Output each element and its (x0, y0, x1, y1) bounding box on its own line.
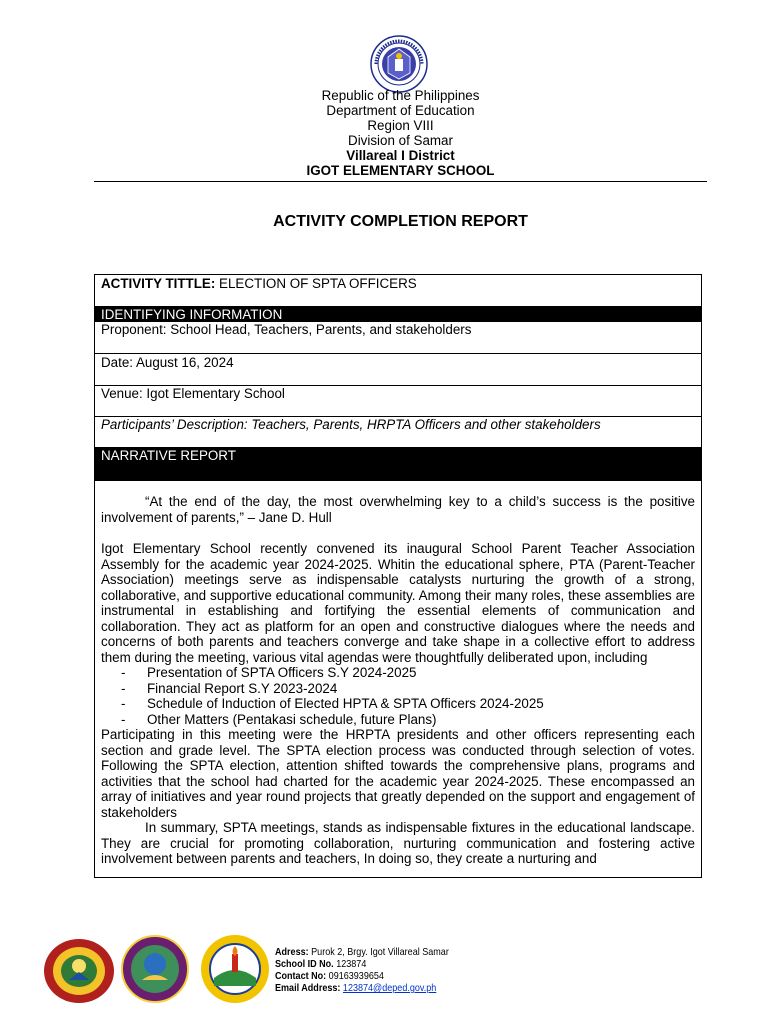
school-contact-info (275, 946, 449, 994)
header-district: Villareal I District (346, 148, 455, 164)
header-department: Department of Education (326, 103, 475, 119)
date-row: Date: August 16, 2024 (95, 354, 701, 386)
header-division: Division of Samar (348, 133, 453, 149)
header-divider (94, 181, 707, 182)
narrative-report-header: NARRATIVE REPORT (95, 448, 701, 481)
narrative-paragraph-1: Igot Elementary School recently convened its inaugural School Parent Teacher Association Assembly for the academic year 2024-2025. Whitin the educational sphere, PTA (Parent-Teacher Association) meetings serve as indispensable catalysts nurturing the growth of a strong, collaborative, and supportive educational community. Among their many roles, these assemblies are instrumental in establishing and fortifying the essential elements of communication and collaboration. They act as platform for an open and constructive dialogues where the needs and concerns of both parents and teachers converge and take shape in a collective effort to address them during the meeting, various vital agendas were thoughtfully deliberated upon, including (101, 541, 695, 665)
email-line: Email Address: 123874@deped.gov.ph (275, 982, 437, 994)
report-table (94, 274, 702, 878)
agenda-item: - Other Matters (Pentakasi schedule, future Plans) (121, 711, 437, 727)
agenda-item: - Presentation of SPTA Officers S.Y 2024-2025 (121, 665, 417, 680)
narrative-paragraph-2: Participating in this meeting were the HRPTA presidents and other officers representing each section and grade level. The SPTA election process was conducted through selection of votes. Following the SPTA election, attention shifted towards the comprehensive plans, programs and activities that the school had charted for the academic year 2024-2025. These encompassed an array of initiatives and year round projects that greatly depended on the support and engagement of stakeholders (101, 727, 695, 820)
agency-header (94, 88, 707, 179)
identifying-info-header: IDENTIFYING INFORMATION (95, 307, 701, 322)
agenda-item: - Schedule of Induction of Elected HPTA & SPTA Officers 2024-2025 (121, 696, 544, 711)
email-link[interactable]: 123874@deped.gov.ph (342, 982, 437, 994)
header-school: IGOT ELEMENTARY SCHOOL (306, 163, 495, 179)
header-republic: Republic of the Philippines (321, 88, 480, 103)
address-line: Adress: Purok 2, Brgy. Igot Villareal Samar (275, 946, 449, 958)
venue-row: Venue: Igot Elementary School (95, 386, 701, 417)
activity-title-value: ELECTION OF SPTA OFFICERS (215, 276, 417, 291)
header-region: Region VIII (367, 118, 434, 134)
contact-line: Contact No: 09163939654 (275, 970, 384, 982)
narrative-paragraph-3: In summary, SPTA meetings, stands as indispensable fixtures in the educational landscape. They are crucial for promoting collaboration, nurturing communication and fostering active involvement between parents and teachers, In doing so, they create a nurturing and (101, 820, 695, 866)
narrative-quote: “At the end of the day, the most overwhelming key to a child’s success is the positive involvement of parents,” – Jane D. Hull (101, 494, 695, 525)
district-of-villareal-seal (120, 934, 190, 1004)
igot-elementary-school-seal (198, 934, 272, 1004)
division-of-samar-seal (42, 938, 116, 1004)
activity-title-label: ACTIVITY TITTLE: (101, 276, 216, 291)
deped-seal-logo (370, 35, 428, 93)
participants-row: Participants’ Description: Teachers, Parents, HRPTA Officers and other stakeholders (95, 417, 701, 448)
narrative-body (95, 494, 701, 867)
proponent-row: Proponent: School Head, Teachers, Parents, and stakeholders (95, 322, 701, 354)
school-id-line: School ID No. 123874 (275, 958, 367, 970)
report-title: ACTIVITY COMPLETION REPORT (273, 213, 528, 230)
agenda-item: - Financial Report S.Y 2023-2024 (121, 680, 338, 696)
activity-title-row (95, 275, 701, 307)
